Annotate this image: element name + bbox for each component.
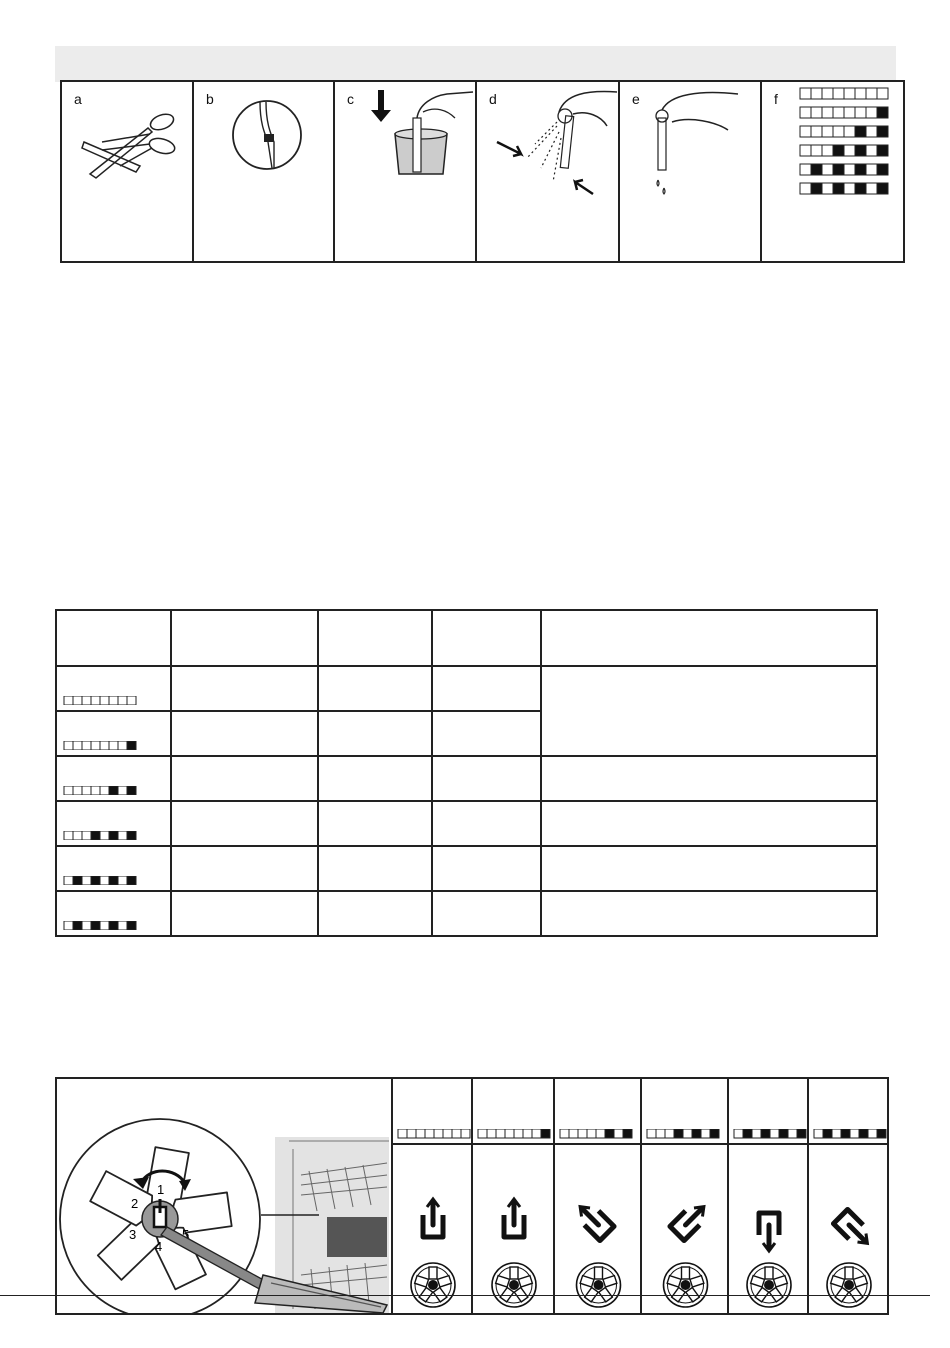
header-cell xyxy=(541,610,877,666)
scale-square-empty xyxy=(560,1129,569,1138)
table-cell xyxy=(541,846,877,891)
dial-slot-symbol xyxy=(423,1199,443,1237)
scale-square-empty xyxy=(832,1129,841,1138)
scale-square-filled xyxy=(127,786,136,795)
header-cell xyxy=(318,610,432,666)
scale-square-empty xyxy=(452,1129,461,1138)
scale-square-empty xyxy=(866,107,877,118)
table-cell xyxy=(318,801,432,846)
scale-square-empty xyxy=(788,1129,797,1138)
shake-strip-icon xyxy=(477,82,619,261)
scale-row-3 xyxy=(800,145,888,156)
scale-square-filled xyxy=(855,126,866,137)
hardness-level-bars xyxy=(813,1129,889,1139)
setting-column-5 xyxy=(807,1079,887,1313)
scale-square-empty xyxy=(868,1129,877,1138)
header-band xyxy=(55,46,896,82)
scale-square-filled xyxy=(91,921,100,930)
scale-square-empty xyxy=(73,741,82,750)
table-cell xyxy=(432,756,541,801)
scale-square-empty xyxy=(73,831,82,840)
scale-square-empty xyxy=(850,1129,859,1138)
scale-square-empty xyxy=(416,1129,425,1138)
scale-square-filled xyxy=(109,876,118,885)
step-letter: a xyxy=(74,91,82,107)
dial-setting-position-icon xyxy=(473,1145,555,1311)
scale-square-empty xyxy=(407,1129,416,1138)
scale-square-empty xyxy=(800,145,811,156)
scale-square-empty xyxy=(82,831,91,840)
scale-square-empty xyxy=(118,786,127,795)
scale-square-filled xyxy=(109,921,118,930)
scale-square-empty xyxy=(833,88,844,99)
step-b-panel xyxy=(194,82,335,261)
setting-column-4 xyxy=(727,1079,807,1313)
scale-square-filled xyxy=(833,145,844,156)
scale-square-empty xyxy=(100,696,109,705)
scale-square-empty xyxy=(822,183,833,194)
scale-square-filled xyxy=(127,876,136,885)
table-row xyxy=(56,846,877,891)
scale-square-empty xyxy=(487,1129,496,1138)
dial-slot-symbol xyxy=(670,1200,711,1241)
scale-square-empty xyxy=(814,1129,823,1138)
scale-square-empty xyxy=(64,921,73,930)
hardness-level-cell xyxy=(56,666,171,711)
header-cell xyxy=(171,610,318,666)
table-cell xyxy=(541,666,877,756)
scale-square-empty xyxy=(822,164,833,175)
table-row xyxy=(56,801,877,846)
hardness-level-bars xyxy=(733,1129,809,1139)
scale-square-empty xyxy=(425,1129,434,1138)
setting-level-header xyxy=(642,1079,727,1145)
scale-square-empty xyxy=(800,126,811,137)
scale-square-empty xyxy=(73,696,82,705)
dial-position-number: 5 xyxy=(182,1227,190,1242)
hardness-level-bars xyxy=(63,741,143,750)
hardness-level-cell xyxy=(56,711,171,756)
header-cell xyxy=(56,610,171,666)
scale-square-empty xyxy=(811,88,822,99)
scale-square-filled xyxy=(710,1129,719,1138)
softener-setting-panel xyxy=(55,1077,889,1315)
table-row xyxy=(56,891,877,936)
scale-square-filled xyxy=(877,183,888,194)
dial-setting-position-icon xyxy=(642,1145,729,1311)
softener-wheel-icon xyxy=(492,1263,536,1307)
scale-square-empty xyxy=(578,1129,587,1138)
scale-square-empty xyxy=(523,1129,532,1138)
table-cell xyxy=(432,666,541,711)
table-row xyxy=(56,666,877,711)
scale-square-empty xyxy=(656,1129,665,1138)
scale-square-empty xyxy=(822,126,833,137)
hardness-level-bars xyxy=(63,921,143,930)
dial-position-number: 1 xyxy=(157,1182,165,1197)
scale-square-empty xyxy=(647,1129,656,1138)
dial-setting-position-icon xyxy=(729,1145,809,1311)
scale-square-empty xyxy=(855,107,866,118)
scale-square-empty xyxy=(877,88,888,99)
scale-square-empty xyxy=(100,741,109,750)
scale-square-empty xyxy=(118,831,127,840)
scale-square-filled xyxy=(127,741,136,750)
scale-square-empty xyxy=(118,921,127,930)
scale-square-empty xyxy=(752,1129,761,1138)
scale-row-5 xyxy=(800,183,888,194)
step-letter: c xyxy=(347,91,354,107)
scale-square-empty xyxy=(532,1129,541,1138)
setting-column-1 xyxy=(471,1079,553,1313)
scale-square-filled xyxy=(623,1129,632,1138)
table-header-row xyxy=(56,610,877,666)
scale-square-filled xyxy=(605,1129,614,1138)
step-letter: e xyxy=(632,91,640,107)
setting-level-header xyxy=(473,1079,553,1145)
scale-square-empty xyxy=(855,88,866,99)
scale-square-empty xyxy=(734,1129,743,1138)
scale-square-empty xyxy=(82,696,91,705)
scale-square-empty xyxy=(64,696,73,705)
scale-square-empty xyxy=(866,183,877,194)
scale-row-4 xyxy=(800,164,888,175)
scale-square-empty xyxy=(118,876,127,885)
scale-square-empty xyxy=(82,876,91,885)
scale-square-filled xyxy=(91,831,100,840)
scale-square-empty xyxy=(496,1129,505,1138)
scale-square-empty xyxy=(844,88,855,99)
setting-level-header xyxy=(555,1079,640,1145)
scale-square-empty xyxy=(866,145,877,156)
table-cell xyxy=(541,801,877,846)
scale-square-empty xyxy=(478,1129,487,1138)
softener-wheel-icon xyxy=(664,1263,708,1307)
scale-square-empty xyxy=(844,126,855,137)
dip-strip-in-glass-icon xyxy=(335,82,476,261)
scale-square-empty xyxy=(822,145,833,156)
softener-wheel-icon xyxy=(411,1263,455,1307)
scale-square-empty xyxy=(844,164,855,175)
dial-setting-position-icon xyxy=(393,1145,473,1311)
dial-setting-position-icon xyxy=(809,1145,889,1311)
scale-square-filled xyxy=(109,831,118,840)
dial-slot-symbol xyxy=(759,1213,779,1251)
scale-square-empty xyxy=(614,1129,623,1138)
hold-strip-icon xyxy=(620,82,761,261)
hardness-level-cell xyxy=(56,846,171,891)
hardness-table xyxy=(55,609,878,937)
scale-square-empty xyxy=(800,88,811,99)
step-letter: b xyxy=(206,91,214,107)
scale-square-empty xyxy=(64,876,73,885)
scale-square-filled xyxy=(674,1129,683,1138)
dial-slot-symbol xyxy=(504,1199,524,1237)
table-cell xyxy=(318,711,432,756)
scale-square-empty xyxy=(91,696,100,705)
table-cell xyxy=(432,891,541,936)
scale-square-filled xyxy=(127,831,136,840)
dial-position-number: 4 xyxy=(155,1239,163,1254)
hardness-level-bars xyxy=(559,1129,635,1139)
scale-row-1 xyxy=(800,107,888,118)
dial-position-number: 2 xyxy=(131,1196,139,1211)
softener-wheel-icon xyxy=(747,1263,791,1307)
scale-square-empty xyxy=(118,741,127,750)
scale-square-filled xyxy=(73,876,82,885)
table-cell xyxy=(541,891,877,936)
scale-square-empty xyxy=(866,88,877,99)
scale-square-filled xyxy=(91,876,100,885)
scale-square-empty xyxy=(100,831,109,840)
scale-square-empty xyxy=(82,786,91,795)
scale-square-empty xyxy=(683,1129,692,1138)
scale-square-empty xyxy=(844,145,855,156)
dial-slot-symbol xyxy=(573,1200,614,1241)
setting-level-header xyxy=(393,1079,471,1145)
scale-square-empty xyxy=(64,741,73,750)
page-rule xyxy=(0,1295,930,1296)
scale-square-filled xyxy=(855,145,866,156)
scale-square-filled xyxy=(73,921,82,930)
scale-square-empty xyxy=(833,107,844,118)
scale-square-empty xyxy=(100,876,109,885)
table-cell xyxy=(432,801,541,846)
scale-square-empty xyxy=(91,741,100,750)
scale-square-filled xyxy=(541,1129,550,1138)
table-cell xyxy=(171,666,318,711)
scale-square-empty xyxy=(109,696,118,705)
scale-square-empty xyxy=(434,1129,443,1138)
hardness-level-bars xyxy=(63,831,143,840)
scale-square-empty xyxy=(770,1129,779,1138)
scale-square-empty xyxy=(64,831,73,840)
scale-square-empty xyxy=(811,126,822,137)
scale-square-empty xyxy=(82,741,91,750)
scale-square-filled xyxy=(841,1129,850,1138)
scale-square-empty xyxy=(118,696,127,705)
scale-square-filled xyxy=(833,164,844,175)
scale-square-empty xyxy=(596,1129,605,1138)
running-tap-icon xyxy=(194,82,334,261)
table-cell xyxy=(432,846,541,891)
scale-square-empty xyxy=(100,786,109,795)
hardness-level-bars xyxy=(63,696,143,705)
scale-square-empty xyxy=(64,786,73,795)
setting-column-3 xyxy=(640,1079,727,1313)
scale-square-empty xyxy=(844,183,855,194)
scale-square-empty xyxy=(665,1129,674,1138)
step-letter: d xyxy=(489,91,497,107)
table-cell xyxy=(541,756,877,801)
table-cell xyxy=(318,891,432,936)
scale-square-filled xyxy=(859,1129,868,1138)
scale-square-filled xyxy=(811,183,822,194)
scale-square-empty xyxy=(701,1129,710,1138)
scale-square-empty xyxy=(91,786,100,795)
hardness-level-cell xyxy=(56,756,171,801)
scale-square-empty xyxy=(73,786,82,795)
table-row xyxy=(56,756,877,801)
scale-square-filled xyxy=(743,1129,752,1138)
hardness-level-bars xyxy=(397,1129,473,1139)
hardness-level-bars xyxy=(477,1129,553,1139)
softener-wheel-icon xyxy=(827,1263,871,1307)
softener-wheel-icon xyxy=(577,1263,621,1307)
scale-square-empty xyxy=(109,741,118,750)
scale-square-empty xyxy=(811,107,822,118)
setting-column-2 xyxy=(553,1079,640,1313)
scale-square-empty xyxy=(811,145,822,156)
dial-slot-symbol xyxy=(833,1209,874,1250)
scale-square-filled xyxy=(109,786,118,795)
scale-square-filled xyxy=(877,126,888,137)
hardness-level-cell xyxy=(56,891,171,936)
scale-square-empty xyxy=(844,107,855,118)
table-cell xyxy=(318,756,432,801)
scale-square-filled xyxy=(877,1129,886,1138)
dial-position-number: 3 xyxy=(129,1227,137,1242)
hardness-level-bars xyxy=(63,876,143,885)
scale-square-empty xyxy=(800,183,811,194)
table-cell xyxy=(318,846,432,891)
scale-square-filled xyxy=(877,107,888,118)
table-cell xyxy=(171,846,318,891)
step-f-panel xyxy=(762,82,903,261)
scale-square-empty xyxy=(82,921,91,930)
step-e-panel xyxy=(620,82,762,261)
scale-square-empty xyxy=(800,164,811,175)
scale-square-filled xyxy=(855,183,866,194)
header-cell xyxy=(432,610,541,666)
setting-column-0 xyxy=(391,1079,471,1313)
scissors-cutting-strip-icon xyxy=(62,82,192,261)
scale-square-empty xyxy=(398,1129,407,1138)
scale-square-filled xyxy=(823,1129,832,1138)
table-cell xyxy=(171,756,318,801)
table-cell xyxy=(171,801,318,846)
compare-color-scale-icon xyxy=(762,82,902,261)
hardness-level-bars xyxy=(646,1129,722,1139)
scale-square-empty xyxy=(822,88,833,99)
scale-square-filled xyxy=(877,145,888,156)
scale-square-empty xyxy=(587,1129,596,1138)
scale-row-2 xyxy=(800,126,888,137)
test-steps-strip xyxy=(60,80,905,263)
step-letter: f xyxy=(774,91,778,107)
step-d-panel xyxy=(477,82,620,261)
table-cell xyxy=(171,891,318,936)
step-c-panel xyxy=(335,82,477,261)
softener-dial-illustration xyxy=(57,1079,391,1313)
table-cell xyxy=(432,711,541,756)
scale-square-empty xyxy=(443,1129,452,1138)
setting-level-header xyxy=(729,1079,807,1145)
scale-square-empty xyxy=(866,126,877,137)
scale-square-empty xyxy=(800,107,811,118)
scale-square-empty xyxy=(866,164,877,175)
dial-setting-position-icon xyxy=(555,1145,642,1311)
scale-square-filled xyxy=(692,1129,701,1138)
table-cell xyxy=(171,711,318,756)
step-a-panel xyxy=(62,82,194,261)
table-cell xyxy=(318,666,432,711)
scale-square-filled xyxy=(779,1129,788,1138)
scale-square-empty xyxy=(514,1129,523,1138)
scale-square-empty xyxy=(822,107,833,118)
setting-level-header xyxy=(809,1079,887,1145)
scale-square-filled xyxy=(833,183,844,194)
scale-square-empty xyxy=(100,921,109,930)
scale-square-filled xyxy=(855,164,866,175)
hardness-level-bars xyxy=(63,786,143,795)
scale-square-filled xyxy=(761,1129,770,1138)
scale-square-filled xyxy=(811,164,822,175)
scale-row-0 xyxy=(800,88,888,99)
scale-square-empty xyxy=(127,696,136,705)
scale-square-empty xyxy=(505,1129,514,1138)
scale-square-filled xyxy=(797,1129,806,1138)
hardness-level-cell xyxy=(56,801,171,846)
scale-square-empty xyxy=(461,1129,470,1138)
scale-square-empty xyxy=(569,1129,578,1138)
scale-square-filled xyxy=(127,921,136,930)
scale-square-filled xyxy=(877,164,888,175)
scale-square-empty xyxy=(833,126,844,137)
